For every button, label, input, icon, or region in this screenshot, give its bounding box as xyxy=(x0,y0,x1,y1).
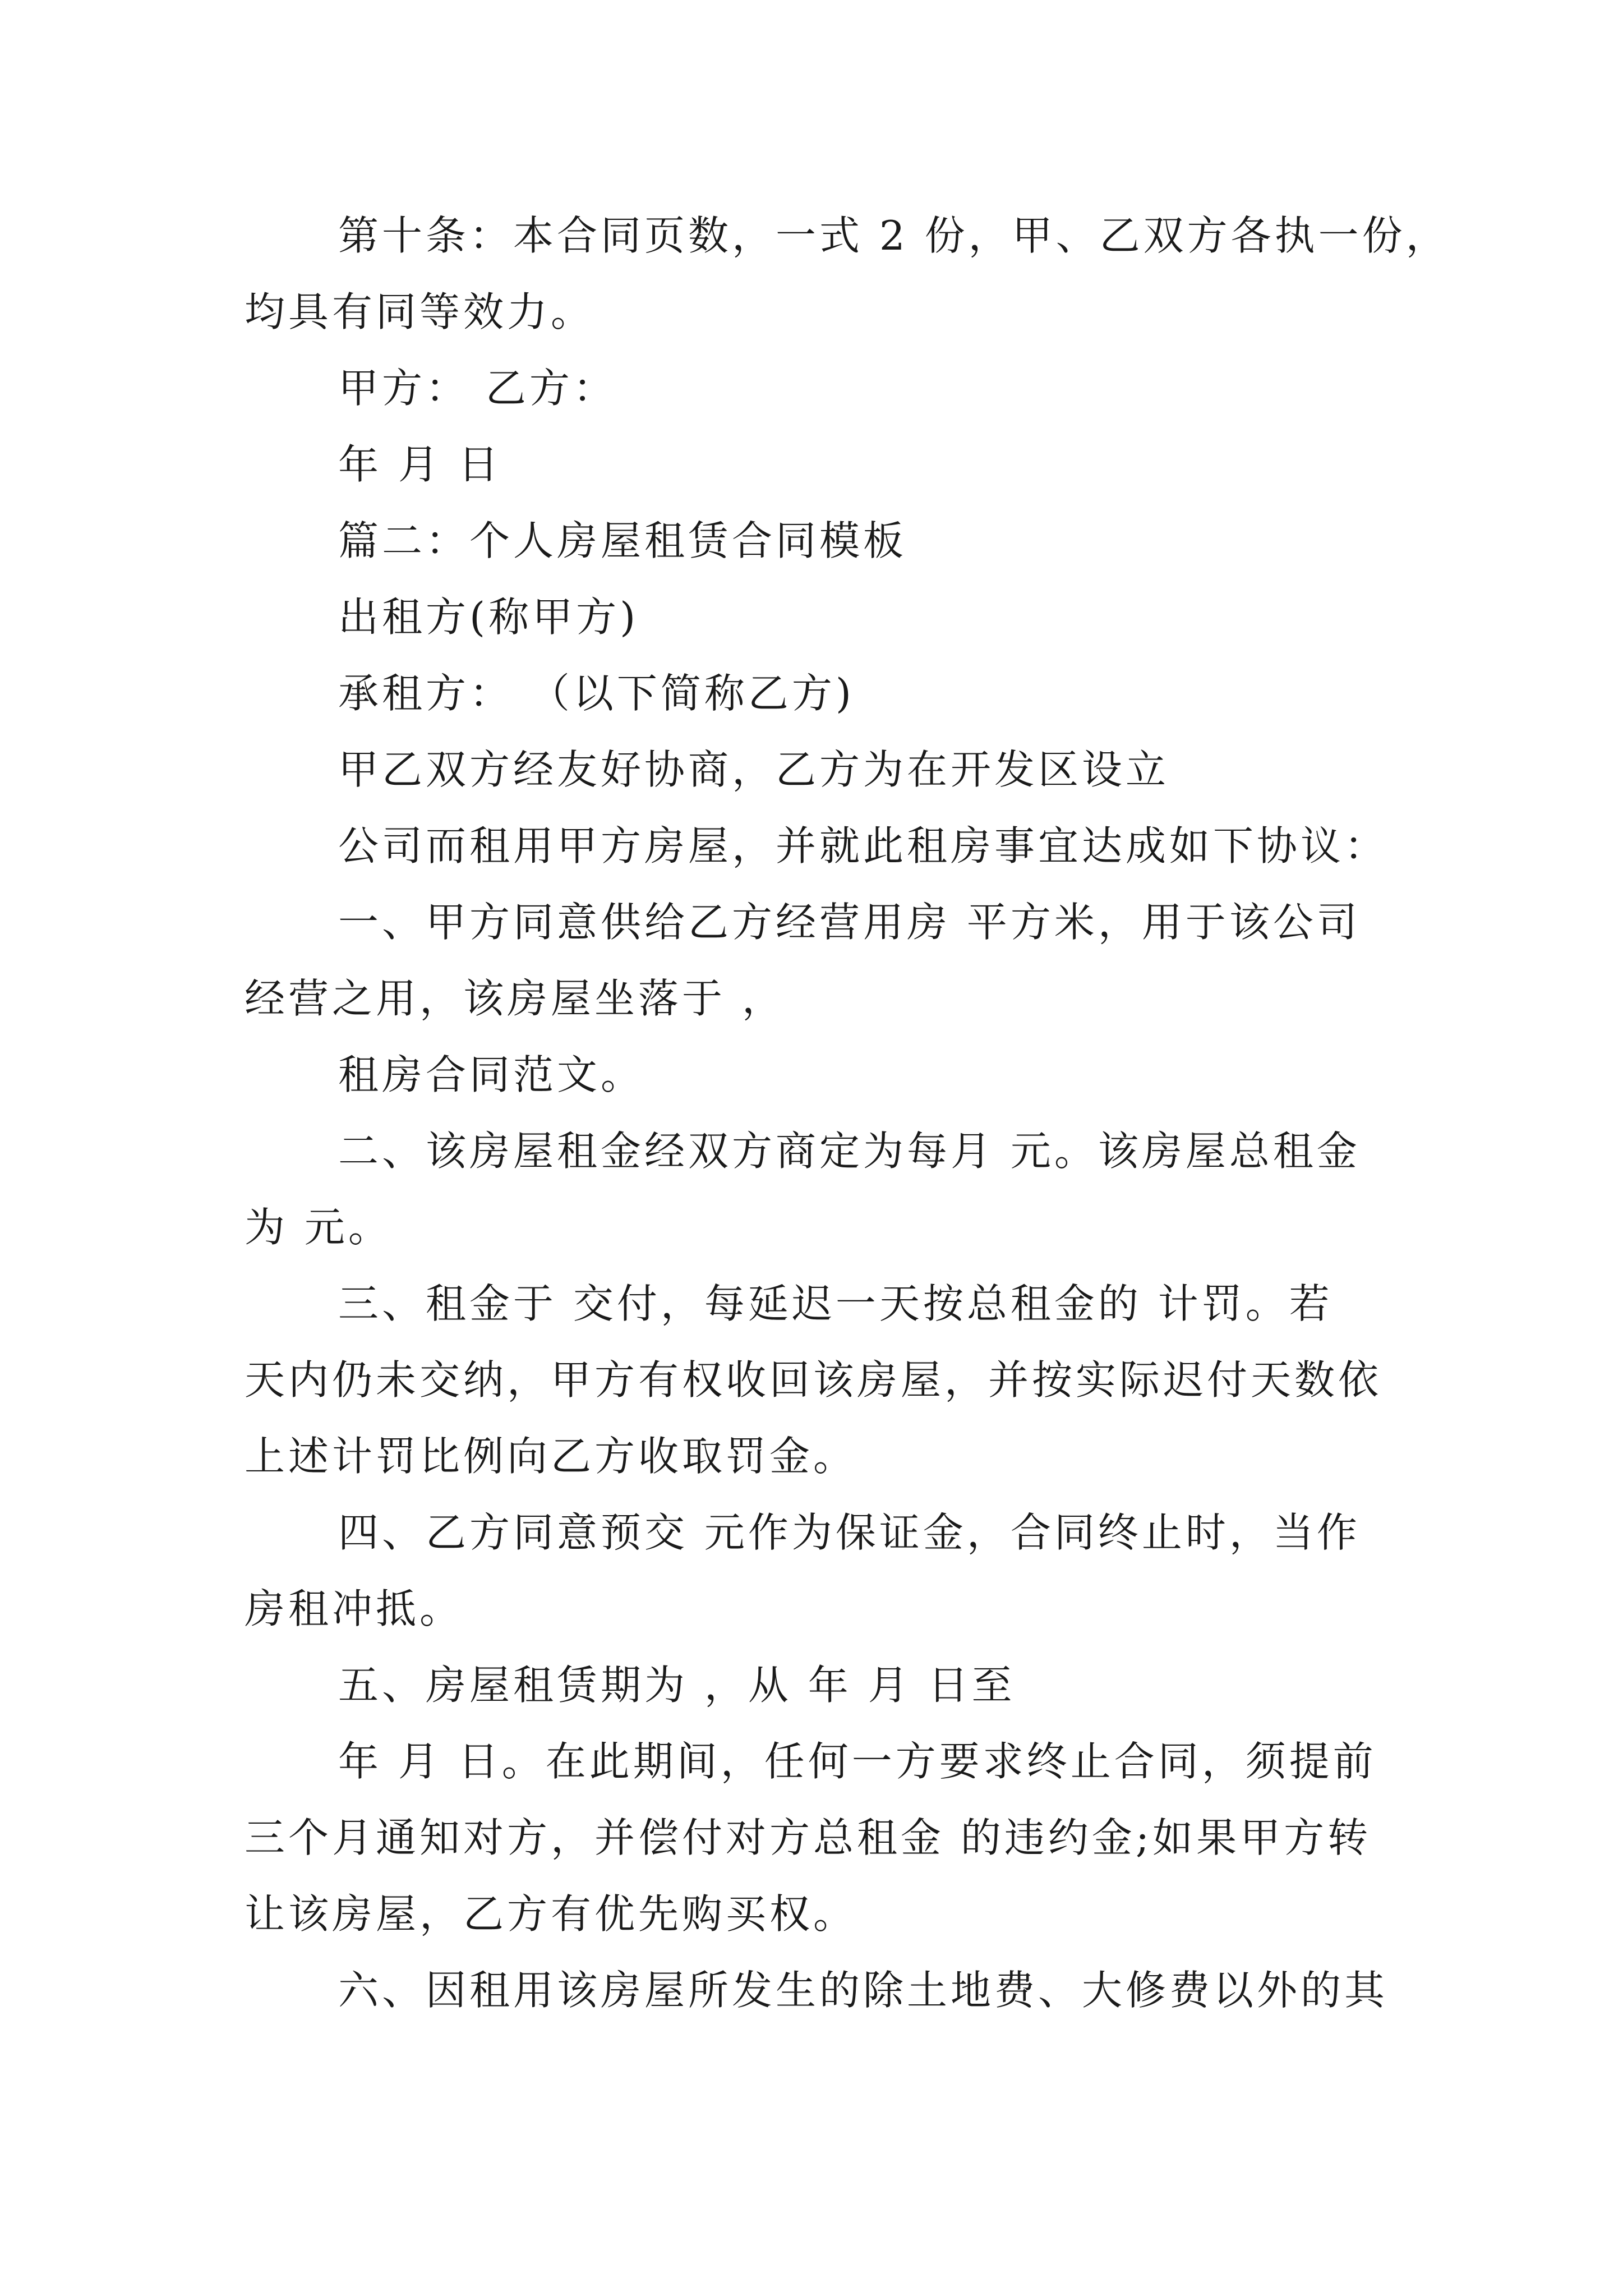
paragraph-line: 租房合同范文。 xyxy=(338,1051,645,1098)
paragraph-line: 经营之用，该房屋坐落于 ， xyxy=(245,975,786,1022)
paragraph-line: 年 月 日。在此期间，任何一方要求终止合同，须提前 xyxy=(338,1738,1377,1785)
paragraph-line: 出租方(称甲方) xyxy=(338,593,639,641)
paragraph-line: 房租冲抵。 xyxy=(245,1585,464,1632)
paragraph-line: 一、甲方同意供给乙方经营用房 平方米，用于该公司 xyxy=(338,899,1361,946)
section-heading: 篇二：个人房屋租赁合同模板 xyxy=(338,517,907,564)
paragraph-line: 天内仍未交纳，甲方有权收回该房屋，并按实际迟付天数依 xyxy=(245,1356,1382,1404)
paragraph-line: 二、该房屋租金经双方商定为每月 元。该房屋总租金 xyxy=(338,1128,1361,1175)
paragraph-line: 甲乙双方经友好协商，乙方为在开发区设立 xyxy=(338,746,1170,793)
paragraph-line: 为 元。 xyxy=(245,1204,392,1251)
paragraph-line: 甲方： 乙方： xyxy=(338,365,617,412)
paragraph-line: 三、租金于 交付，每延迟一天按总租金的 计罚。若 xyxy=(338,1280,1333,1327)
paragraph-line: 让该房屋，乙方有优先购买权。 xyxy=(245,1890,857,1938)
paragraph-line: 上述计罚比例向乙方收取罚金。 xyxy=(245,1433,857,1480)
paragraph-line: 四、乙方同意预交 元作为保证金，合同终止时，当作 xyxy=(338,1509,1361,1556)
paragraph-line: 五、房屋租赁期为 ，从 年 月 日至 xyxy=(338,1662,1016,1709)
paragraph-line: 均具有同等效力。 xyxy=(245,288,595,335)
paragraph-line: 年 月 日 xyxy=(338,441,502,488)
paragraph-line: 承租方： （以下简称乙方) xyxy=(338,670,855,717)
paragraph-line: 公司而租用甲方房屋，并就此租房事宜达成如下协议： xyxy=(338,822,1389,869)
paragraph-line: 六、因租用该房屋所发生的除土地费、大修费以外的其 xyxy=(338,1967,1389,2014)
paragraph-line: 第十条：本合同页数，一式 2 份，甲、乙双方各执一份， xyxy=(338,212,1450,259)
paragraph-line: 三个月通知对方，并偿付对方总租金 的违约金;如果甲方转 xyxy=(245,1814,1372,1861)
